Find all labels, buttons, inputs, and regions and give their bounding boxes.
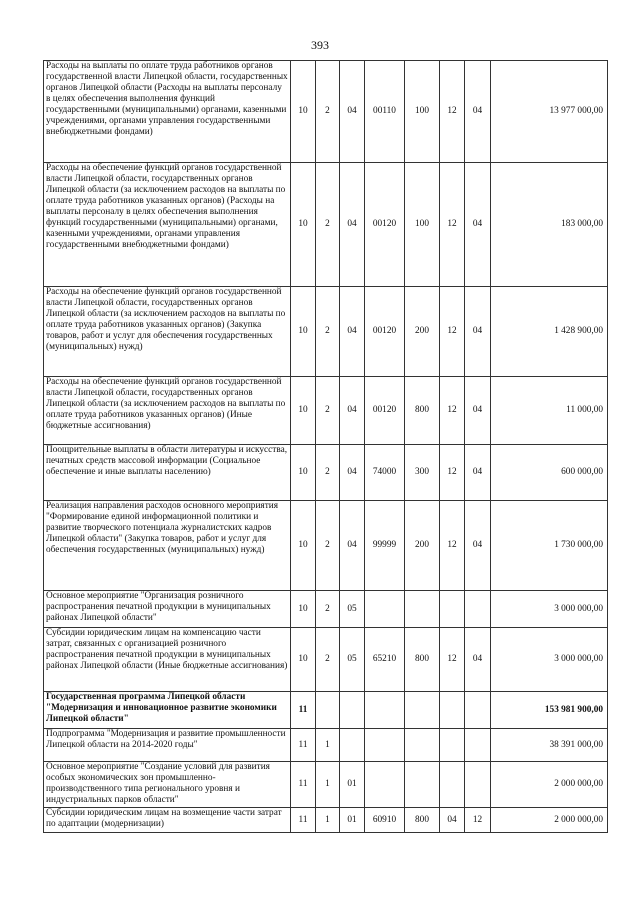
col-expense-type: 300 — [405, 445, 440, 501]
col-gp: 11 — [291, 762, 316, 808]
row-amount: 1 730 000,00 — [491, 501, 608, 591]
col-om — [340, 729, 365, 762]
col-gp: 10 — [291, 377, 316, 445]
col-om: 01 — [340, 808, 365, 833]
table-row — [44, 692, 608, 729]
row-amount: 13 977 000,00 — [491, 61, 608, 163]
col-subsection — [465, 762, 491, 808]
col-direction: 00120 — [365, 163, 405, 287]
col-section: 12 — [440, 628, 465, 692]
col-gp: 11 — [291, 808, 316, 833]
row-name: Поощрительные выплаты в области литературы и искусства, печатных средств массовой информации (Социальное обеспечение и иные выплаты населению) — [44, 445, 291, 501]
col-section: 12 — [440, 163, 465, 287]
row-name: Субсидии юридическим лицам на возмещение части затрат по адаптации (модернизации) — [44, 808, 291, 833]
page-number: 393 — [311, 38, 329, 52]
col-pp: 2 — [316, 501, 340, 591]
col-om: 04 — [340, 501, 365, 591]
col-subsection: 04 — [465, 61, 491, 163]
col-pp: 2 — [316, 628, 340, 692]
col-section: 12 — [440, 377, 465, 445]
col-section: 04 — [440, 808, 465, 833]
col-pp: 2 — [316, 61, 340, 163]
row-name: Государственная программа Липецкой области "Модернизация и инновационное развитие экономики Липецкой области" — [44, 692, 291, 729]
col-subsection: 04 — [465, 287, 491, 377]
col-gp: 10 — [291, 163, 316, 287]
col-direction — [365, 762, 405, 808]
col-pp: 2 — [316, 591, 340, 628]
col-section — [440, 762, 465, 808]
col-section — [440, 591, 465, 628]
row-amount: 3 000 000,00 — [491, 591, 608, 628]
col-expense-type — [405, 692, 440, 729]
col-gp: 10 — [291, 61, 316, 163]
col-gp: 10 — [291, 591, 316, 628]
row-amount: 2 000 000,00 — [491, 762, 608, 808]
row-amount: 38 391 000,00 — [491, 729, 608, 762]
row-amount: 3 000 000,00 — [491, 628, 608, 692]
col-expense-type: 100 — [405, 163, 440, 287]
col-om: 04 — [340, 445, 365, 501]
col-om: 01 — [340, 762, 365, 808]
row-name: Расходы на обеспечение функций органов государственной власти Липецкой области, государственных органов Липецкой области (за исключением расходов на выплаты по оплате труда работников указанных органов) (Закупка товаров, работ и услуг для обеспечения государственных (муниципальных) нужд) — [44, 287, 291, 377]
table-row — [44, 591, 608, 628]
col-expense-type: 100 — [405, 61, 440, 163]
row-name: Субсидии юридическим лицам на компенсацию части затрат, связанных с организацией розничного распространения печатной продукции в муниципальных районах Липецкой области (Иные бюджетные ассигнования) — [44, 628, 291, 692]
col-subsection — [465, 729, 491, 762]
col-subsection: 04 — [465, 163, 491, 287]
col-om: 04 — [340, 163, 365, 287]
col-section: 12 — [440, 501, 465, 591]
table-row — [44, 445, 608, 501]
row-amount: 2 000 000,00 — [491, 808, 608, 833]
col-subsection: 04 — [465, 377, 491, 445]
col-direction — [365, 591, 405, 628]
col-gp: 10 — [291, 501, 316, 591]
col-section — [440, 692, 465, 729]
col-gp: 10 — [291, 445, 316, 501]
table-row — [44, 729, 608, 762]
row-amount: 11 000,00 — [491, 377, 608, 445]
col-expense-type — [405, 762, 440, 808]
row-name: Расходы на обеспечение функций органов государственной власти Липецкой области, государственных органов Липецкой области (за исключением расходов на выплаты по оплате труда работников указанных органов) (Расходы на выплаты персоналу в целях обеспечения выполнения функций государственными (муниципальными) органами, казенными учреждениями, органами управления государственными внебюджетными фондами) — [44, 163, 291, 287]
col-direction: 60910 — [365, 808, 405, 833]
col-expense-type: 800 — [405, 628, 440, 692]
table-row — [44, 163, 608, 287]
row-name: Подпрограмма "Модернизация и развитие промышленности Липецкой области на 2014-2020 годы" — [44, 729, 291, 762]
table-row — [44, 808, 608, 833]
row-amount: 183 000,00 — [491, 163, 608, 287]
table-row — [44, 501, 608, 591]
col-direction: 00110 — [365, 61, 405, 163]
col-direction: 74000 — [365, 445, 405, 501]
col-om: 05 — [340, 591, 365, 628]
col-expense-type: 200 — [405, 287, 440, 377]
row-amount: 153 981 900,00 — [491, 692, 608, 729]
col-direction: 00120 — [365, 377, 405, 445]
col-pp: 1 — [316, 762, 340, 808]
budget-table — [43, 60, 608, 833]
col-gp: 10 — [291, 287, 316, 377]
col-om: 05 — [340, 628, 365, 692]
col-section — [440, 729, 465, 762]
col-direction: 65210 — [365, 628, 405, 692]
col-gp: 11 — [291, 692, 316, 729]
row-name: Реализация направления расходов основного мероприятия "Формирование единой информационной политики и развитие творческого потенциала журналистских кадров Липецкой области" (Закупка товаров, работ и услуг для обеспечения государственных (муниципальных) нужд) — [44, 501, 291, 591]
col-om: 04 — [340, 287, 365, 377]
row-name: Расходы на выплаты по оплате труда работников органов государственной власти Липецкой области, государственных органов Липецкой области (Расходы на выплаты персоналу в целях обеспечения выполнения функций государственными (муниципальными) органами, казенными учреждениями, органами управления государственными внебюджетными фондами) — [44, 61, 291, 163]
col-subsection — [465, 591, 491, 628]
row-amount: 600 000,00 — [491, 445, 608, 501]
col-om: 04 — [340, 377, 365, 445]
col-subsection: 04 — [465, 501, 491, 591]
col-subsection: 04 — [465, 628, 491, 692]
col-expense-type: 200 — [405, 501, 440, 591]
col-om: 04 — [340, 61, 365, 163]
col-pp — [316, 692, 340, 729]
col-om — [340, 692, 365, 729]
col-subsection: 12 — [465, 808, 491, 833]
col-pp: 1 — [316, 808, 340, 833]
table-row — [44, 628, 608, 692]
col-direction — [365, 729, 405, 762]
col-subsection — [465, 692, 491, 729]
col-expense-type — [405, 729, 440, 762]
col-pp: 2 — [316, 445, 340, 501]
row-name: Расходы на обеспечение функций органов государственной власти Липецкой области, государственных органов Липецкой области (за исключением расходов на выплаты по оплате труда работников указанных органов) (Иные бюджетные ассигнования) — [44, 377, 291, 445]
table-row — [44, 377, 608, 445]
col-section: 12 — [440, 445, 465, 501]
row-name: Основное мероприятие "Создание условий для развития особых экономических зон промышленно-производственного типа регионального уровня и индустриальных парков области" — [44, 762, 291, 808]
col-section: 12 — [440, 61, 465, 163]
col-direction — [365, 692, 405, 729]
table-row — [44, 61, 608, 163]
table-row — [44, 762, 608, 808]
col-gp: 11 — [291, 729, 316, 762]
col-pp: 2 — [316, 163, 340, 287]
col-subsection: 04 — [465, 445, 491, 501]
col-gp: 10 — [291, 628, 316, 692]
col-pp: 2 — [316, 287, 340, 377]
col-expense-type: 800 — [405, 377, 440, 445]
col-expense-type: 800 — [405, 808, 440, 833]
col-direction: 99999 — [365, 501, 405, 591]
col-expense-type — [405, 591, 440, 628]
col-section: 12 — [440, 287, 465, 377]
row-amount: 1 428 900,00 — [491, 287, 608, 377]
col-pp: 2 — [316, 377, 340, 445]
col-pp: 1 — [316, 729, 340, 762]
col-direction: 00120 — [365, 287, 405, 377]
table-row — [44, 287, 608, 377]
row-name: Основное мероприятие "Организация розничного распространения печатной продукции в муниципальных районах Липецкой области" — [44, 591, 291, 628]
